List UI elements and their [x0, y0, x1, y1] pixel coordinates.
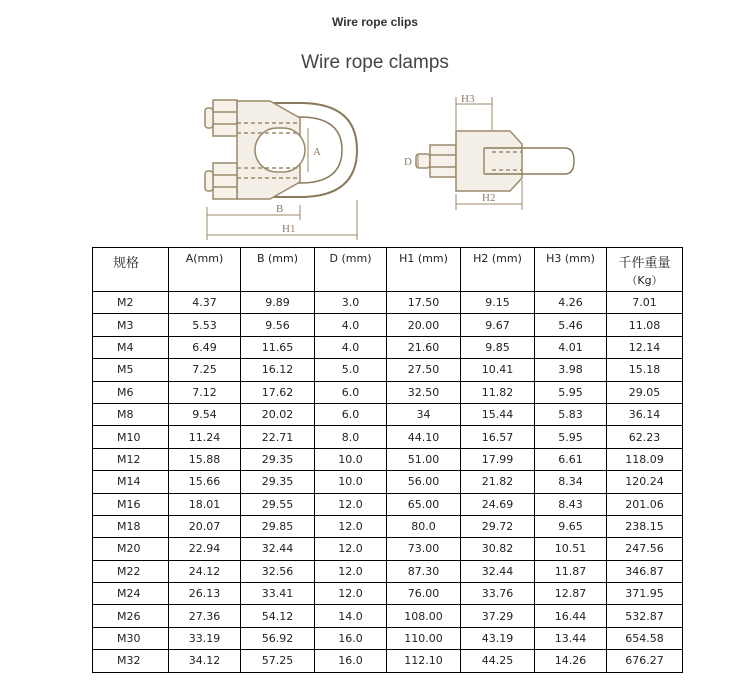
table-row [93, 583, 683, 605]
table-cell: 12.87 [535, 583, 607, 605]
table-cell: 20.00 [387, 314, 461, 336]
header-d: D (mm) [315, 248, 387, 292]
table-cell-spec: M4 [93, 336, 169, 358]
table-cell: 238.15 [607, 515, 683, 537]
table-cell: 9.65 [535, 515, 607, 537]
table-cell: 56.92 [241, 627, 315, 649]
table-cell: 9.54 [169, 403, 241, 425]
section-title: Wire rope clamps [301, 52, 449, 73]
table-cell: 21.60 [387, 336, 461, 358]
header-a: A(mm) [169, 248, 241, 292]
table-cell: 22.94 [169, 538, 241, 560]
table-cell: 22.71 [241, 426, 315, 448]
table-cell: 24.12 [169, 560, 241, 582]
table-cell: 33.76 [461, 583, 535, 605]
table-cell-spec: M5 [93, 359, 169, 381]
table-cell: 29.35 [241, 471, 315, 493]
table-cell: 56.00 [387, 471, 461, 493]
table-row [93, 292, 683, 314]
table-cell: 8.34 [535, 471, 607, 493]
table-cell: 11.24 [169, 426, 241, 448]
table-cell: 10.0 [315, 471, 387, 493]
table-cell: 51.00 [387, 448, 461, 470]
table-cell-spec: M8 [93, 403, 169, 425]
table-cell: 112.10 [387, 650, 461, 672]
table-cell: 17.50 [387, 292, 461, 314]
table-row [93, 314, 683, 336]
table-cell: 29.55 [241, 493, 315, 515]
table-cell: 20.07 [169, 515, 241, 537]
table-cell-spec: M3 [93, 314, 169, 336]
table-cell-spec: M14 [93, 471, 169, 493]
table-cell: 80.0 [387, 515, 461, 537]
table-cell: 9.56 [241, 314, 315, 336]
table-cell: 201.06 [607, 493, 683, 515]
table-cell: 14.0 [315, 605, 387, 627]
table-cell-spec: M30 [93, 627, 169, 649]
table-row [93, 359, 683, 381]
table-cell: 6.0 [315, 403, 387, 425]
table-cell: 4.01 [535, 336, 607, 358]
table-cell: 12.0 [315, 493, 387, 515]
table-cell: 8.0 [315, 426, 387, 448]
table-cell: 13.44 [535, 627, 607, 649]
table-cell-spec: M2 [93, 292, 169, 314]
table-cell: 29.35 [241, 448, 315, 470]
table-cell: 3.98 [535, 359, 607, 381]
table-cell: 9.15 [461, 292, 535, 314]
table-cell: 16.57 [461, 426, 535, 448]
table-cell-spec: M12 [93, 448, 169, 470]
table-cell: 5.46 [535, 314, 607, 336]
table-row [93, 426, 683, 448]
table-cell: 54.12 [241, 605, 315, 627]
table-cell: 8.43 [535, 493, 607, 515]
label-h1: H1 [282, 223, 296, 235]
table-cell: 33.19 [169, 627, 241, 649]
table-cell: 26.13 [169, 583, 241, 605]
table-row [93, 560, 683, 582]
table-cell: 6.49 [169, 336, 241, 358]
spec-table [92, 247, 683, 673]
table-cell: 34.12 [169, 650, 241, 672]
table-cell: 371.95 [607, 583, 683, 605]
table-cell: 247.56 [607, 538, 683, 560]
table-cell-spec: M16 [93, 493, 169, 515]
table-cell: 44.10 [387, 426, 461, 448]
table-cell: 27.50 [387, 359, 461, 381]
table-cell: 120.24 [607, 471, 683, 493]
table-cell: 21.82 [461, 471, 535, 493]
table-cell: 17.99 [461, 448, 535, 470]
table-cell: 87.30 [387, 560, 461, 582]
table-cell: 32.50 [387, 381, 461, 403]
header-h2: H2 (mm) [461, 248, 535, 292]
table-cell-spec: M32 [93, 650, 169, 672]
table-row [93, 605, 683, 627]
table-cell: 32.44 [241, 538, 315, 560]
header-h3: H3 (mm) [535, 248, 607, 292]
header-spec: 规格 [93, 248, 169, 292]
page-header: Wire rope clips [332, 15, 418, 29]
table-cell-spec: M18 [93, 515, 169, 537]
table-cell: 18.01 [169, 493, 241, 515]
table-row [93, 515, 683, 537]
table-cell: 16.0 [315, 627, 387, 649]
header-b: B (mm) [241, 248, 315, 292]
table-row [93, 403, 683, 425]
table-cell: 29.05 [607, 381, 683, 403]
table-cell: 12.14 [607, 336, 683, 358]
table-cell: 10.51 [535, 538, 607, 560]
table-cell: 36.14 [607, 403, 683, 425]
table-cell: 20.02 [241, 403, 315, 425]
table-cell: 9.67 [461, 314, 535, 336]
table-header-row [93, 248, 683, 292]
table-cell: 118.09 [607, 448, 683, 470]
table-cell: 29.72 [461, 515, 535, 537]
table-cell: 5.53 [169, 314, 241, 336]
table-cell: 32.44 [461, 560, 535, 582]
table-cell-spec: M24 [93, 583, 169, 605]
table-row [93, 448, 683, 470]
table-cell: 532.87 [607, 605, 683, 627]
table-cell: 17.62 [241, 381, 315, 403]
table-cell: 5.0 [315, 359, 387, 381]
table-cell: 9.89 [241, 292, 315, 314]
table-cell: 34 [387, 403, 461, 425]
table-cell: 11.08 [607, 314, 683, 336]
label-d: D [404, 156, 412, 168]
table-row [93, 336, 683, 358]
table-cell: 12.0 [315, 515, 387, 537]
table-cell: 76.00 [387, 583, 461, 605]
header-weight [607, 248, 683, 292]
table-cell: 15.66 [169, 471, 241, 493]
clamp-diagram [0, 82, 750, 244]
table-row [93, 650, 683, 672]
table-cell: 29.85 [241, 515, 315, 537]
table-cell: 16.12 [241, 359, 315, 381]
table-cell: 24.69 [461, 493, 535, 515]
table-cell: 11.82 [461, 381, 535, 403]
table-cell: 44.25 [461, 650, 535, 672]
table-cell: 16.0 [315, 650, 387, 672]
table-cell: 6.61 [535, 448, 607, 470]
table-cell: 14.26 [535, 650, 607, 672]
table-cell: 10.41 [461, 359, 535, 381]
table-cell: 7.12 [169, 381, 241, 403]
table-cell: 5.83 [535, 403, 607, 425]
table-cell: 9.85 [461, 336, 535, 358]
table-cell: 4.26 [535, 292, 607, 314]
table-cell-spec: M26 [93, 605, 169, 627]
table-cell: 4.0 [315, 314, 387, 336]
table-cell-spec: M20 [93, 538, 169, 560]
table-cell: 43.19 [461, 627, 535, 649]
table-cell: 15.18 [607, 359, 683, 381]
table-cell: 15.44 [461, 403, 535, 425]
table-cell: 12.0 [315, 538, 387, 560]
table-cell: 33.41 [241, 583, 315, 605]
table-row [93, 381, 683, 403]
table-row [93, 538, 683, 560]
table-cell: 7.01 [607, 292, 683, 314]
table-cell: 5.95 [535, 381, 607, 403]
table-row [93, 493, 683, 515]
table-cell: 654.58 [607, 627, 683, 649]
header-h1: H1 (mm) [387, 248, 461, 292]
table-cell: 37.29 [461, 605, 535, 627]
table-cell: 65.00 [387, 493, 461, 515]
label-a: A [313, 146, 321, 158]
table-cell: 11.65 [241, 336, 315, 358]
table-cell: 57.25 [241, 650, 315, 672]
table-row [93, 471, 683, 493]
table-body [93, 292, 683, 673]
table-cell: 27.36 [169, 605, 241, 627]
table-cell: 32.56 [241, 560, 315, 582]
label-b: B [276, 203, 284, 215]
clamp-front-view [205, 100, 357, 240]
table-cell: 12.0 [315, 583, 387, 605]
table-cell: 6.0 [315, 381, 387, 403]
table-row [93, 627, 683, 649]
table-cell: 15.88 [169, 448, 241, 470]
table-cell: 110.00 [387, 627, 461, 649]
header-weight-unit: （Kg） [626, 274, 663, 287]
table-cell: 4.0 [315, 336, 387, 358]
table-cell-spec: M6 [93, 381, 169, 403]
label-h2: H2 [482, 192, 496, 204]
table-cell: 73.00 [387, 538, 461, 560]
table-cell: 30.82 [461, 538, 535, 560]
table-cell: 10.0 [315, 448, 387, 470]
table-cell: 346.87 [607, 560, 683, 582]
table-cell: 4.37 [169, 292, 241, 314]
table-cell: 3.0 [315, 292, 387, 314]
table-cell: 16.44 [535, 605, 607, 627]
header-weight-label: 千件重量 [618, 256, 671, 271]
table-cell: 7.25 [169, 359, 241, 381]
table-cell: 108.00 [387, 605, 461, 627]
table-cell: 12.0 [315, 560, 387, 582]
table-cell: 62.23 [607, 426, 683, 448]
table-cell: 676.27 [607, 650, 683, 672]
table-cell-spec: M22 [93, 560, 169, 582]
label-h3: H3 [461, 93, 475, 105]
table-cell: 5.95 [535, 426, 607, 448]
table-cell: 11.87 [535, 560, 607, 582]
table-cell-spec: M10 [93, 426, 169, 448]
